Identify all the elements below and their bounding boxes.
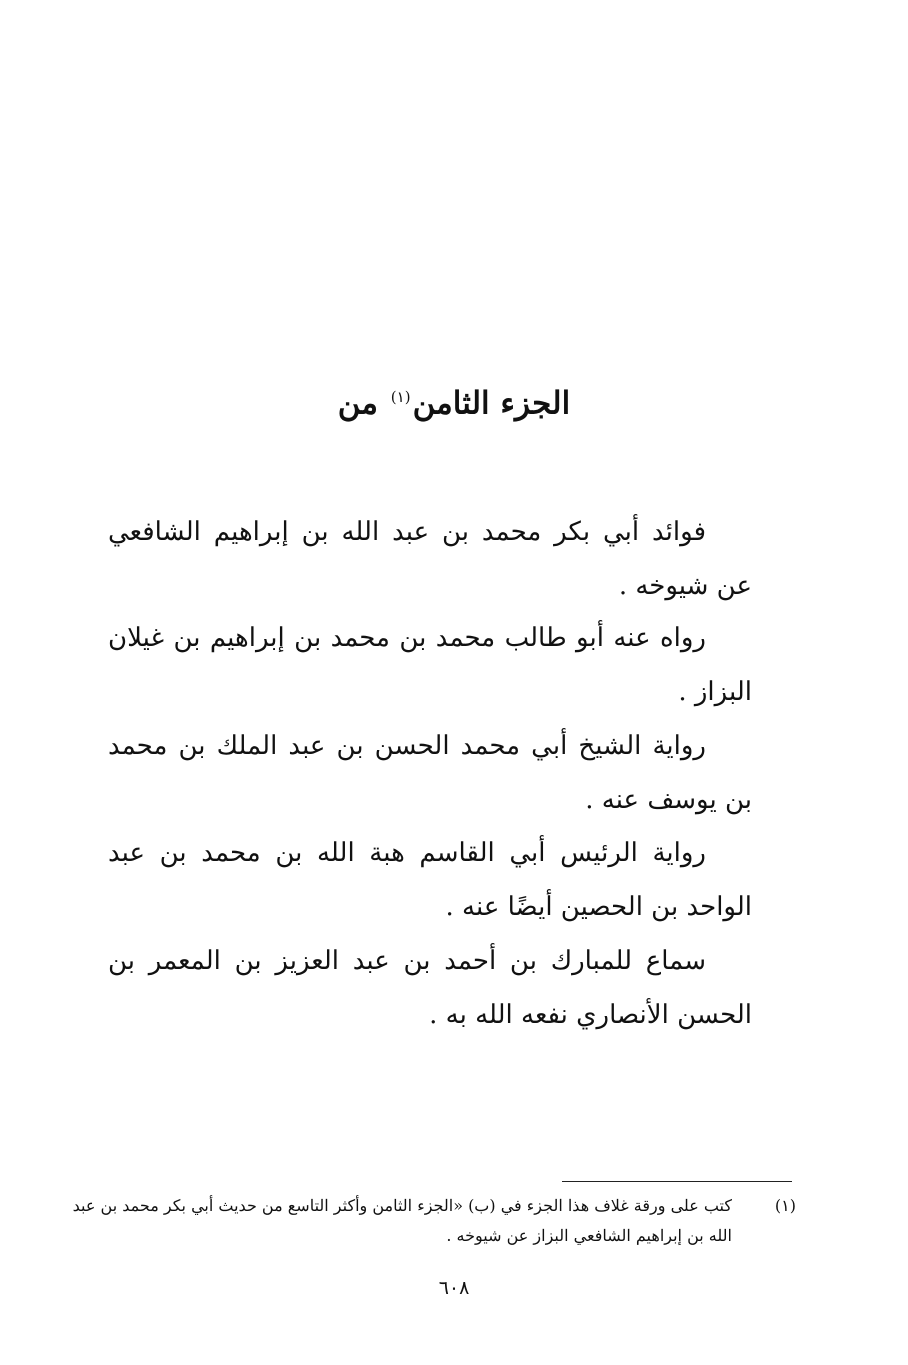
paragraph-text: سماع للمبارك بن أحمد بن عبد العزيز بن المعمر بن الحسن الأنصاري نفعه الله به . [108,946,752,1030]
paragraph-5 [108,934,752,1042]
section-title [0,372,908,428]
page-number: ٦٠٨ [438,1277,470,1299]
paragraph-3 [108,719,752,827]
paragraph-text: رواية الرئيس أبي القاسم هبة الله بن محمد بن عبد الواحد بن الحصين أيضًا عنه . [108,838,752,922]
title-continuation: من [337,385,378,422]
paragraph-text: رواية الشيخ أبي محمد الحسن بن عبد الملك بن محمد بن يوسف عنه . [108,731,752,815]
title-text: الجزء الثامن [412,385,571,422]
paragraph-text: فوائد أبي بكر محمد بن عبد الله بن إبراهيم الشافعي عن شيوخه . [108,517,752,601]
footnote-reference: (١) [390,388,411,406]
paragraph-2 [108,611,752,719]
footnote [62,1191,802,1251]
footnote-number: (١) [774,1196,796,1215]
paragraph-text: رواه عنه أبو طالب محمد بن محمد بن إبراهيم بن غيلان البزاز . [108,623,752,707]
paragraph-4 [108,826,752,934]
paragraph-1 [108,505,752,613]
footnote-text: كتب على ورقة غلاف هذا الجزء في (ب) «الجزء الثامن وأكثر التاسع من حديث أبي بكر محمد بن عبد الله بن إبراهيم الشافعي البزاز عن شيوخه . [72,1196,732,1245]
footnote-divider [562,1181,792,1182]
